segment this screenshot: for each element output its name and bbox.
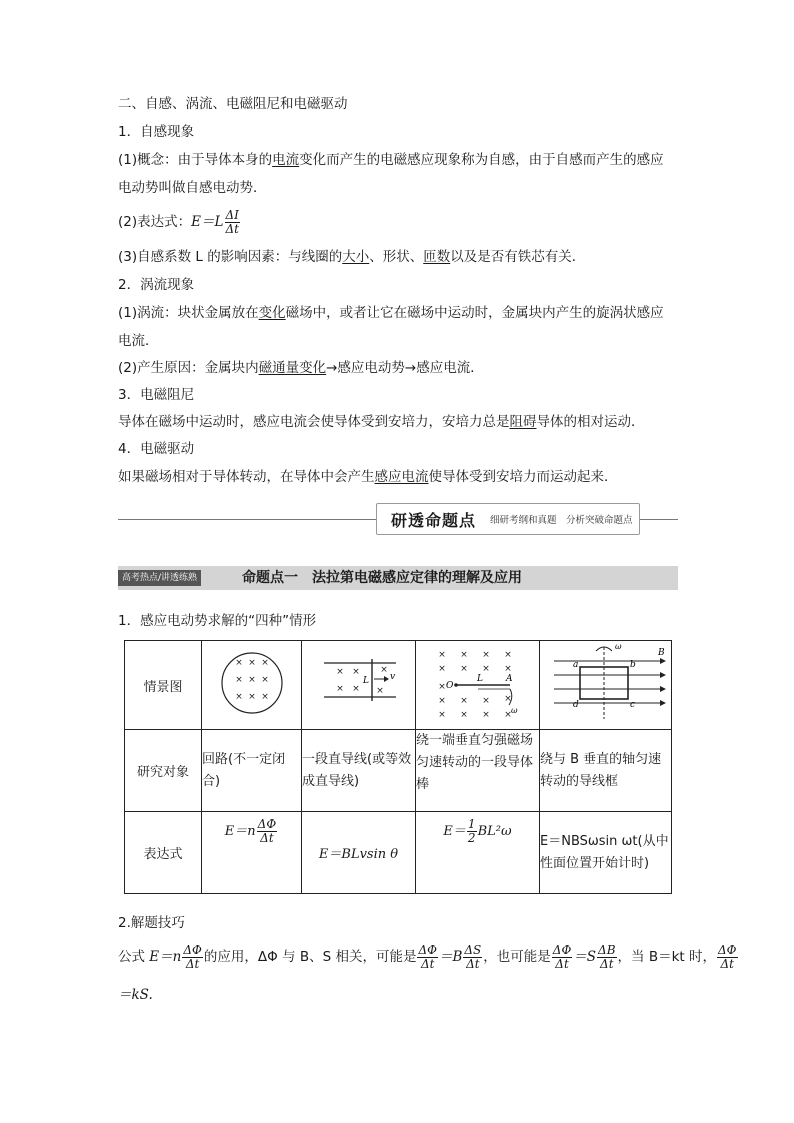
svg-text:×: × <box>438 696 446 706</box>
svg-text:×: × <box>352 667 360 677</box>
formula: BL²ω <box>477 824 512 839</box>
text: (1)涡流：块状金属放在 <box>118 305 259 321</box>
topic-title: 命题点一 法拉第电磁感应定律的理解及应用 <box>242 570 522 586</box>
fraction <box>182 944 203 971</box>
numerator: ΔΦ <box>418 942 437 957</box>
text: ，当 B＝kt 时， <box>617 949 716 965</box>
topic-bar <box>118 566 678 590</box>
svg-text:×: × <box>376 686 384 696</box>
underlined-answer: 匝数 <box>423 249 451 265</box>
expression-cell <box>416 812 540 894</box>
rotating-rod-figure <box>416 641 539 725</box>
circle-field-figure <box>202 641 301 725</box>
numerator: ΔΦ <box>718 942 737 957</box>
object-cell: 一段直导线(或等效成直导线) <box>302 730 416 812</box>
svg-text:×: × <box>248 658 256 668</box>
fraction <box>224 209 240 236</box>
fraction <box>257 818 278 845</box>
text: 以及是否有铁芯有关． <box>450 249 586 265</box>
item4-title: 4．电磁驱动 <box>118 441 195 457</box>
text: (1)概念：由于导体本身的 <box>118 152 273 168</box>
denominator: Δt <box>225 221 239 236</box>
svg-text:×: × <box>352 684 360 694</box>
svg-text:×: × <box>261 692 269 702</box>
svg-text:×: × <box>504 664 512 674</box>
banner-subtitle: 细研考纲和真题 分析突破命题点 <box>490 515 633 526</box>
rotating-coil-figure <box>540 641 671 725</box>
table-row <box>125 730 672 812</box>
table-row <box>125 812 672 894</box>
label-b: b <box>630 660 636 670</box>
text: 磁场中，或者让它在磁场中运动时，金属块内产生的旋涡状感应 <box>285 305 664 321</box>
svg-text:×: × <box>482 650 490 660</box>
label-v: v <box>390 672 396 682</box>
object-cell: 绕一端垂直匀强磁场匀速转动的一段导体棒 <box>416 730 540 812</box>
formula: ＝S <box>573 949 597 965</box>
svg-text:×: × <box>504 710 512 720</box>
svg-text:×: × <box>261 658 269 668</box>
underlined-answer: 磁通量变化 <box>258 360 327 376</box>
emf-table <box>124 640 672 894</box>
fraction <box>463 944 482 971</box>
fraction <box>717 944 738 971</box>
figure-cell <box>540 641 672 730</box>
sliding-rod-figure <box>302 641 415 725</box>
eddy-line2: 电流． <box>118 333 159 349</box>
label-L: L <box>477 674 483 684</box>
text: 、形状、 <box>369 249 424 265</box>
svg-text:×: × <box>460 664 468 674</box>
factor-line <box>118 247 585 267</box>
label-a: a <box>573 660 579 670</box>
label-A: A <box>506 674 513 684</box>
text: 使导体受到安培力而运动起来． <box>428 469 618 485</box>
text: →感应电动势→感应电流． <box>326 360 484 376</box>
underlined-answer: 变化 <box>258 305 286 321</box>
denominator: Δt <box>720 956 734 971</box>
fraction <box>467 818 477 845</box>
numerator: ΔΦ <box>183 942 202 957</box>
svg-text:×: × <box>261 675 269 685</box>
part1-title: 1．感应电动势求解的“四种”情形 <box>118 613 317 629</box>
svg-text:×: × <box>380 665 388 675</box>
svg-text:×: × <box>504 694 512 704</box>
fraction <box>417 944 438 971</box>
label-d: d <box>573 700 579 710</box>
numerator: ΔS <box>464 942 482 957</box>
drive-line <box>118 467 618 487</box>
svg-text:×: × <box>438 710 446 720</box>
technique-line-end: ＝kS. <box>118 987 153 1003</box>
svg-text:×: × <box>482 710 490 720</box>
item2-title: 2．涡流现象 <box>118 277 195 293</box>
underlined-answer: 大小 <box>342 249 370 265</box>
denominator: 2 <box>467 831 476 845</box>
figure-cell <box>416 641 540 730</box>
eddy-cause-line <box>118 358 484 378</box>
numerator: 1 <box>467 817 476 831</box>
underlined-answer: 阻碍 <box>509 414 537 430</box>
denominator: Δt <box>555 956 569 971</box>
numerator: ΔΦ <box>257 817 277 831</box>
denominator: Δt <box>185 956 200 971</box>
svg-text:×: × <box>235 675 243 685</box>
item3-title: 3．电磁阻尼 <box>118 387 195 403</box>
formula: E＝ <box>443 824 466 839</box>
text: ，也可能是 <box>483 949 551 965</box>
formula: ＝B <box>438 949 463 965</box>
text: (2)产生原因：金属块内 <box>118 360 259 376</box>
svg-text:×: × <box>336 667 344 677</box>
expression-line <box>118 208 241 236</box>
text: 变化而产生的电磁感应现象称为自感，由于自感而产生的感应 <box>299 152 664 168</box>
svg-text:×: × <box>504 650 512 660</box>
fraction <box>552 944 573 971</box>
formula: E＝n <box>224 824 256 839</box>
svg-text:×: × <box>235 658 243 668</box>
numerator: ΔΦ <box>552 942 572 957</box>
label-L: L <box>363 676 369 686</box>
expression-cell <box>202 812 302 894</box>
svg-text:×: × <box>460 696 468 706</box>
table-row <box>125 641 672 730</box>
denominator: Δt <box>600 956 614 971</box>
underlined-answer: 电流 <box>272 152 300 168</box>
numerator: ΔI <box>225 207 239 222</box>
object-cell: 绕与 B 垂直的轴匀速转动的导线框 <box>540 730 672 812</box>
eddy-line1 <box>118 303 664 323</box>
concept-line1 <box>118 150 664 170</box>
figure-cell <box>202 641 302 730</box>
text: 如果磁场相对于导体转动，在导体中会产生 <box>118 469 375 485</box>
divider <box>640 519 678 520</box>
text: 导体在磁场中运动时，感应电流会使导体受到安培力，安培力总是 <box>118 414 510 430</box>
numerator: ΔB <box>598 942 616 957</box>
svg-text:×: × <box>438 650 446 660</box>
topic-tag: 高考热点/讲透练熟 <box>118 570 201 586</box>
fraction <box>597 944 616 971</box>
expression-cell: E＝BLvsin θ <box>302 812 416 894</box>
text: (2)表达式： <box>118 214 192 230</box>
section-banner <box>118 503 678 535</box>
part2-title: 2.解题技巧 <box>118 915 185 931</box>
text: 导体的相对运动． <box>536 414 645 430</box>
label-omega: ω <box>615 642 622 651</box>
expression-cell: E＝NBSωsin ωt(从中性面位置开始计时) <box>540 812 672 894</box>
svg-text:×: × <box>235 692 243 702</box>
svg-text:×: × <box>460 710 468 720</box>
label-omega: ω <box>511 706 518 715</box>
technique-line <box>118 940 739 974</box>
svg-text:×: × <box>248 675 256 685</box>
svg-text:×: × <box>336 684 344 694</box>
section-heading: 二、自感、涡流、电磁阻尼和电磁驱动 <box>118 96 348 112</box>
formula: E＝L <box>191 214 224 230</box>
underlined-answer: 感应电流 <box>374 469 429 485</box>
text: 的应用，ΔΦ 与 B、S 相关，可能是 <box>203 949 417 965</box>
denominator: Δt <box>420 956 435 971</box>
svg-text:×: × <box>460 650 468 660</box>
label-c: c <box>630 700 636 710</box>
damping-line <box>118 412 645 432</box>
svg-text:×: × <box>248 692 256 702</box>
concept-line2: 电动势叫做自感电动势． <box>118 180 267 196</box>
row-label: 情景图 <box>125 641 202 730</box>
svg-text:×: × <box>438 682 446 692</box>
formula: E＝n <box>149 949 182 965</box>
object-cell: 回路(不一定闭合) <box>202 730 302 812</box>
denominator: Δt <box>260 831 274 845</box>
svg-text:×: × <box>438 664 446 674</box>
text: (3)自感系数 L 的影响因素：与线圈的 <box>118 249 343 265</box>
banner-title: 研透命题点 <box>391 510 477 530</box>
text: 公式 <box>118 949 150 965</box>
item1-title: 1．自感现象 <box>118 124 195 140</box>
label-O: O <box>446 681 454 691</box>
row-label: 表达式 <box>125 812 202 894</box>
figure-cell <box>302 641 416 730</box>
row-label: 研究对象 <box>125 730 202 812</box>
svg-text:×: × <box>482 696 490 706</box>
divider <box>118 519 376 520</box>
label-B: B <box>658 648 665 658</box>
denominator: Δt <box>466 956 480 971</box>
banner-box <box>376 503 640 535</box>
svg-text:×: × <box>482 664 490 674</box>
